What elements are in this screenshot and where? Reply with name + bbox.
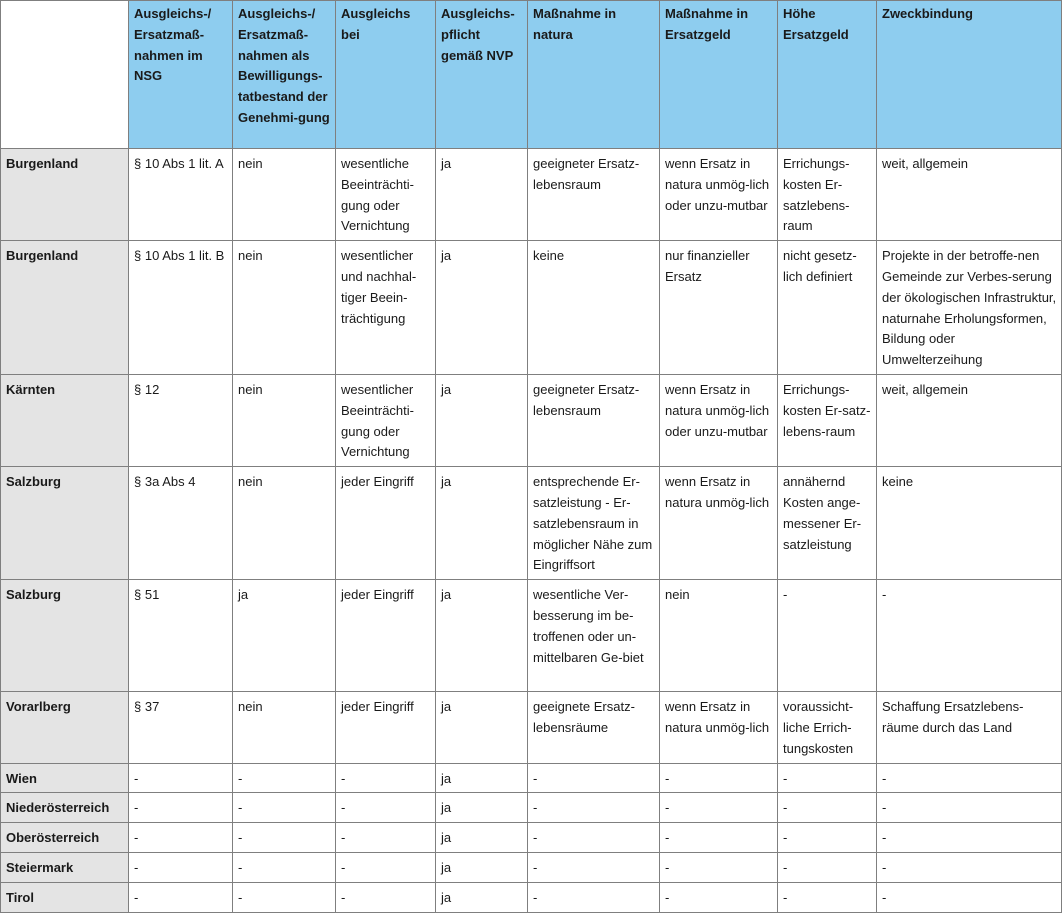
cell-ausgleichs-bei: jeder Eingriff: [336, 692, 436, 763]
cell-bewilligung: nein: [233, 374, 336, 466]
row-header-region: Steiermark: [1, 852, 129, 882]
cell-ausgleichspflicht: ja: [436, 580, 528, 692]
cell-bewilligung: nein: [233, 149, 336, 241]
col-header-massnahme-natura: Maßnahme in natura: [528, 1, 660, 149]
cell-ausgleichspflicht: ja: [436, 241, 528, 375]
cell-zweckbindung: keine: [877, 467, 1062, 580]
cell-ausgleichspflicht: ja: [436, 763, 528, 793]
row-header-region: Tirol: [1, 882, 129, 912]
cell-ausgleichs-bei: wesentliche Beeinträchti-gung oder Vernichtung: [336, 149, 436, 241]
cell-nsg: -: [129, 823, 233, 853]
cell-ausgleichs-bei: wesentlicher und nachhal-tiger Beein-trächtigung: [336, 241, 436, 375]
table-row: [1, 763, 1062, 793]
cell-massnahme-ersatzgeld: -: [660, 882, 778, 912]
row-header-region: Kärnten: [1, 374, 129, 466]
table-row: [1, 467, 1062, 580]
col-header-hoehe-ersatzgeld: Höhe Ersatzgeld: [778, 1, 877, 149]
cell-bewilligung: -: [233, 852, 336, 882]
cell-ausgleichspflicht: ja: [436, 374, 528, 466]
cell-nsg: § 10 Abs 1 lit. A: [129, 149, 233, 241]
cell-zweckbindung: -: [877, 793, 1062, 823]
col-header-bewilligung: Ausgleichs-/ Ersatzmaß-nahmen als Bewilligungs-tatbestand der Genehmi-gung: [233, 1, 336, 149]
cell-ausgleichs-bei: -: [336, 882, 436, 912]
cell-bewilligung: -: [233, 763, 336, 793]
cell-ausgleichspflicht: ja: [436, 692, 528, 763]
col-header-zweckbindung: Zweckbindung: [877, 1, 1062, 149]
cell-zweckbindung: Schaffung Ersatzlebens-räume durch das Land: [877, 692, 1062, 763]
cell-ausgleichs-bei: -: [336, 763, 436, 793]
cell-massnahme-natura: -: [528, 882, 660, 912]
cell-massnahme-ersatzgeld: nur finanzieller Ersatz: [660, 241, 778, 375]
cell-ausgleichspflicht: ja: [436, 149, 528, 241]
cell-hoehe-ersatzgeld: -: [778, 763, 877, 793]
cell-bewilligung: -: [233, 882, 336, 912]
cell-bewilligung: nein: [233, 692, 336, 763]
cell-hoehe-ersatzgeld: nicht gesetz-lich definiert: [778, 241, 877, 375]
row-header-region: Niederösterreich: [1, 793, 129, 823]
corner-header: [1, 1, 129, 149]
cell-nsg: § 12: [129, 374, 233, 466]
cell-zweckbindung: weit, allgemein: [877, 149, 1062, 241]
cell-zweckbindung: -: [877, 580, 1062, 692]
cell-zweckbindung: Projekte in der betroffe-nen Gemeinde zur Verbes-serung der ökologischen Infrastruktur, naturnahe Erholungsformen, Bildung oder Umwelterzeihung: [877, 241, 1062, 375]
cell-massnahme-natura: geeigneter Ersatz-lebensraum: [528, 149, 660, 241]
cell-bewilligung: -: [233, 823, 336, 853]
cell-massnahme-natura: -: [528, 852, 660, 882]
col-header-ausgleichs-bei: Ausgleichs bei: [336, 1, 436, 149]
cell-nsg: § 3a Abs 4: [129, 467, 233, 580]
cell-massnahme-natura: geeigneter Ersatz-lebensraum: [528, 374, 660, 466]
cell-hoehe-ersatzgeld: annähernd Kosten ange-messener Er-satzleistung: [778, 467, 877, 580]
cell-hoehe-ersatzgeld: voraussicht-liche Errich-tungskosten: [778, 692, 877, 763]
cell-ausgleichs-bei: -: [336, 823, 436, 853]
cell-zweckbindung: weit, allgemein: [877, 374, 1062, 466]
row-header-region: Oberösterreich: [1, 823, 129, 853]
cell-nsg: -: [129, 763, 233, 793]
cell-hoehe-ersatzgeld: Errichungs-kosten Er-satzlebens-raum: [778, 149, 877, 241]
row-header-region: Burgenland: [1, 241, 129, 375]
cell-massnahme-natura: -: [528, 823, 660, 853]
table-row: [1, 882, 1062, 912]
row-header-region: Vorarlberg: [1, 692, 129, 763]
cell-hoehe-ersatzgeld: -: [778, 882, 877, 912]
cell-bewilligung: ja: [233, 580, 336, 692]
cell-ausgleichs-bei: jeder Eingriff: [336, 580, 436, 692]
cell-massnahme-ersatzgeld: wenn Ersatz in natura unmög-lich oder unzu-mutbar: [660, 149, 778, 241]
cell-ausgleichs-bei: wesentlicher Beeinträchti-gung oder Vernichtung: [336, 374, 436, 466]
table-row: [1, 823, 1062, 853]
cell-hoehe-ersatzgeld: -: [778, 823, 877, 853]
cell-hoehe-ersatzgeld: -: [778, 852, 877, 882]
col-header-nsg: Ausgleichs-/ Ersatzmaß-nahmen im NSG: [129, 1, 233, 149]
col-header-ausgleichspflicht: Ausgleichs-pflicht gemäß NVP: [436, 1, 528, 149]
cell-massnahme-natura: entsprechende Er-satzleistung - Er-satzlebensraum in möglicher Nähe zum Eingriffsort: [528, 467, 660, 580]
col-header-massnahme-ersatzgeld: Maßnahme in Ersatzgeld: [660, 1, 778, 149]
cell-zweckbindung: -: [877, 852, 1062, 882]
cell-ausgleichspflicht: ja: [436, 823, 528, 853]
cell-bewilligung: -: [233, 793, 336, 823]
cell-massnahme-natura: -: [528, 793, 660, 823]
cell-zweckbindung: -: [877, 823, 1062, 853]
table-row: [1, 692, 1062, 763]
cell-massnahme-ersatzgeld: -: [660, 763, 778, 793]
row-header-region: Burgenland: [1, 149, 129, 241]
cell-nsg: § 51: [129, 580, 233, 692]
cell-bewilligung: nein: [233, 467, 336, 580]
cell-hoehe-ersatzgeld: -: [778, 793, 877, 823]
cell-hoehe-ersatzgeld: Errichungs-kosten Er-satz-lebens-raum: [778, 374, 877, 466]
cell-ausgleichspflicht: ja: [436, 467, 528, 580]
cell-zweckbindung: -: [877, 763, 1062, 793]
cell-massnahme-ersatzgeld: -: [660, 852, 778, 882]
row-header-region: Salzburg: [1, 580, 129, 692]
cell-ausgleichs-bei: -: [336, 852, 436, 882]
cell-bewilligung: nein: [233, 241, 336, 375]
cell-ausgleichspflicht: ja: [436, 852, 528, 882]
cell-nsg: -: [129, 852, 233, 882]
table-row: [1, 580, 1062, 692]
row-header-region: Salzburg: [1, 467, 129, 580]
cell-ausgleichs-bei: jeder Eingriff: [336, 467, 436, 580]
cell-massnahme-ersatzgeld: wenn Ersatz in natura unmög-lich: [660, 467, 778, 580]
cell-massnahme-natura: geeignete Ersatz-lebensräume: [528, 692, 660, 763]
cell-ausgleichs-bei: -: [336, 793, 436, 823]
table-row: [1, 374, 1062, 466]
cell-hoehe-ersatzgeld: -: [778, 580, 877, 692]
cell-massnahme-ersatzgeld: -: [660, 823, 778, 853]
cell-nsg: -: [129, 882, 233, 912]
cell-nsg: § 37: [129, 692, 233, 763]
cell-ausgleichspflicht: ja: [436, 882, 528, 912]
table-row: [1, 793, 1062, 823]
table-row: [1, 852, 1062, 882]
table-row: [1, 241, 1062, 375]
table-row: [1, 149, 1062, 241]
cell-massnahme-ersatzgeld: wenn Ersatz in natura unmög-lich: [660, 692, 778, 763]
cell-zweckbindung: -: [877, 882, 1062, 912]
cell-massnahme-natura: -: [528, 763, 660, 793]
header-row: [1, 1, 1062, 149]
cell-nsg: -: [129, 793, 233, 823]
cell-massnahme-ersatzgeld: nein: [660, 580, 778, 692]
cell-massnahme-natura: keine: [528, 241, 660, 375]
cell-massnahme-ersatzgeld: wenn Ersatz in natura unmög-lich oder unzu-mutbar: [660, 374, 778, 466]
cell-massnahme-ersatzgeld: -: [660, 793, 778, 823]
cell-massnahme-natura: wesentliche Ver-besserung im be-troffenen oder un-mittelbaren Ge-biet: [528, 580, 660, 692]
cell-nsg: § 10 Abs 1 lit. B: [129, 241, 233, 375]
row-header-region: Wien: [1, 763, 129, 793]
cell-ausgleichspflicht: ja: [436, 793, 528, 823]
